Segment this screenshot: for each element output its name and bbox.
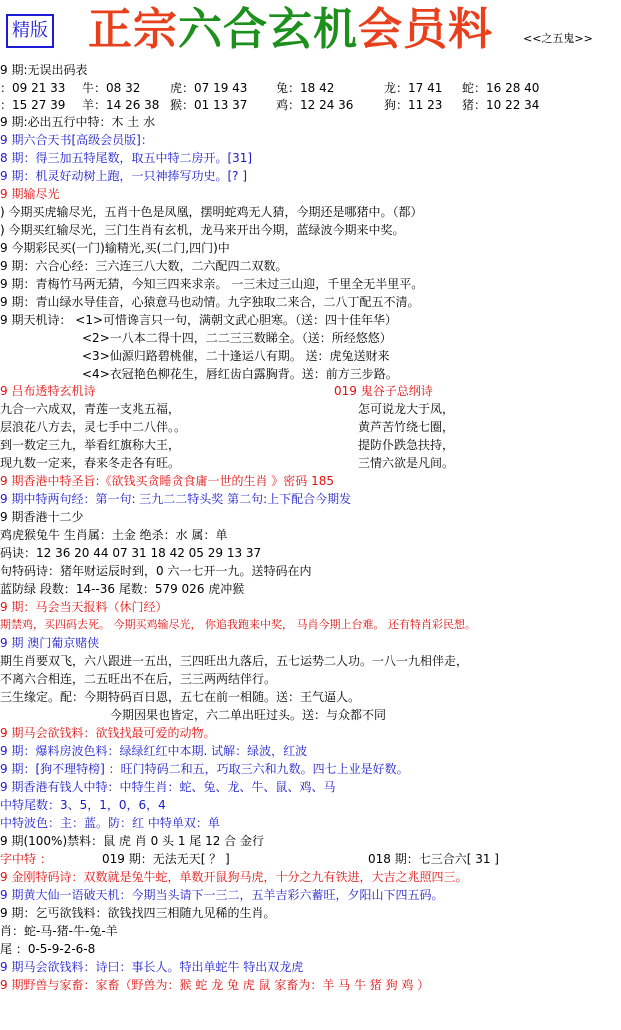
title-char: 机 — [313, 4, 358, 55]
zodiac-cell: 羊：14 26 38 — [82, 98, 160, 112]
text-line: 字中特 ： — [0, 852, 52, 866]
text-line: 层浪花八方去，灵七手中二八伴。。 — [0, 420, 187, 434]
text-line: 9 期：[狗不理特榜] ：旺门特码二和五，巧取三六和九数。四七上业是好数。 — [0, 762, 409, 776]
text-line: 9 期：机灵好动树上跑，一只神捧写功史。[? ] — [0, 169, 247, 183]
section-heading: 9 期马会欲钱料：欲钱找最可爱的动物。 — [0, 726, 216, 740]
text-line: 9 金刚特码诗：双数就是兔牛蛇，单数开鼠狗马虎，十分之九有铁进，大吉之兆照四三。 — [0, 870, 468, 884]
zodiac-cell: 鸡：12 24 36 — [276, 98, 354, 112]
zodiac-cell: 猴：01 13 37 — [170, 98, 248, 112]
section-heading: 9 期香港中特圣旨:《欲钱买贪睡贪食庸一世的生肖 》密码 185 — [0, 474, 335, 488]
section-heading: 9 期：马会当天报料（休门经） — [0, 600, 168, 614]
zodiac-cell: ：09 21 33 — [0, 81, 66, 95]
text-line: 9 期：青梅竹马两无猜，今知三四来求亲。 一三未过三山迎，千里全无半里平。 — [0, 277, 424, 291]
zodiac-cell: 狗：11 23 — [384, 98, 443, 112]
text-line: 今期因果也皆定，六二单出旺过头。送：与众都不同 — [110, 708, 387, 722]
text-line: 9 期：乞丐欲钱料：欲钱找四三相随九见稀的生肖。 — [0, 906, 276, 920]
text-line: 提防仆跌急扶持， — [358, 438, 455, 452]
text-line: 9 期香港有钱人中特：中特生肖：蛇、兔、龙、牛、鼠、鸡、马 — [0, 780, 336, 794]
page-header — [0, 0, 621, 62]
text-line: 蓝防绿 段数：14--36 尾数：579 026 虎冲猴 — [0, 582, 245, 596]
page-tag: <<之五鬼>> — [523, 32, 593, 45]
zodiac-cell: 蛇：16 28 40 — [462, 81, 540, 95]
text-line: <4>衣冠艳色柳花生，唇红齿白露胸背。送：前方三步路。 — [82, 367, 398, 381]
text-line: 9 今期彩民买(一门)输精光,买(二门,四门)中 — [0, 241, 230, 255]
text-line: 9 期：青山绿水导佳音，心猿意马也动情。九字独取二来合，二八丁配五不清。 — [0, 295, 420, 309]
title-char: 员 — [403, 4, 448, 55]
text-line: 三生缘定。配：今期特码百日恩，五七在前一相随。送：王气逼人。 — [0, 690, 361, 704]
text-line: 9 期野兽与家畜：家畜（野兽为：猴 蛇 龙 兔 虎 鼠 家畜为：羊 马 牛 猪 狗 鸡 ） — [0, 978, 430, 992]
zodiac-cell: 兔：18 42 — [276, 81, 335, 95]
text-line: 中特尾数：3、5，1，0，6，4 — [0, 798, 166, 812]
text-line: 黄芦苦竹绕七圈， — [358, 420, 455, 434]
text-line: 怎可说龙大于凤， — [358, 402, 455, 416]
text-line: 到一数定三九，举看红旗称大王， — [0, 438, 181, 452]
text-line: 不离六合相连，二五旺出不在后，三三两两结伴行。 — [0, 672, 277, 686]
page-title — [88, 2, 493, 58]
edition-badge: 精版 — [6, 14, 54, 48]
text-line: <3>仙源归路碧桃催，二十逢运八有期。 送：虎兔送财来 — [82, 349, 390, 363]
title-char: 合 — [223, 4, 268, 55]
text-line: 尾 ：0-5-9-2-6-8 — [0, 942, 96, 956]
text-line: 9 期马会欲钱料：诗曰：事长人。特出单蛇牛 特出双龙虎 — [0, 960, 304, 974]
text-line: 9 期(100%)禁料：鼠 虎 肖 0 头 1 尾 12 合 金行 — [0, 834, 264, 848]
title-char: 料 — [448, 4, 493, 55]
section-heading: 9 期 澳门葡京赌侠 — [0, 636, 100, 650]
zodiac-cell: ：15 27 39 — [0, 98, 66, 112]
text-line: 9 期：六合心经：三六连三八大数，二六配四二双数。 — [0, 259, 288, 273]
text-line: 8 期：得三加五特尾数，取五中特二房开。[31] — [0, 151, 253, 165]
section-heading: 9 期中特两句经：第一句: 三九二二特头奖 第二句:上下配合今期发 — [0, 492, 352, 506]
zodiac-cell: 猪：10 22 34 — [462, 98, 540, 112]
section-heading: 9 吕布透特玄机诗 — [0, 384, 96, 398]
title-char: 会 — [358, 4, 403, 55]
title-char: 正 — [88, 4, 133, 55]
title-char: 宗 — [133, 4, 178, 55]
text-line: 九合一六成双，青莲一支兆五福， — [0, 402, 181, 416]
text-line: 9 期天机诗： <1>可惜谗言只一句，满朝文武心胆寒。（送：四十佳年华） — [0, 313, 398, 327]
text-line: 码诀：12 36 20 44 07 31 18 42 05 29 13 37 — [0, 546, 262, 560]
title-char: 玄 — [268, 4, 313, 55]
text-line: 9 期黄大仙一语破天机：今期当头请下一三二，五羊吉彩六蓄旺，夕阳山下四五码。 — [0, 888, 444, 902]
text-line: 肖：蛇-马-猪-牛-兔-羊 — [0, 924, 118, 938]
text-line: 018 期：七三合六[ 31 ] — [368, 852, 499, 866]
text-line: 期禁鸡，买四码去死。 今期买鸡输尽光， 你追我跑来中奖， 马肖今期上台难。 还有特肖彩民想。 — [0, 618, 476, 631]
text-line: 句特码诗：猪年财运辰时到，0 六一七开一九。送特码在内 — [0, 564, 312, 578]
text-line: 9 期香港十二少 — [0, 510, 84, 524]
zodiac-cell: 虎：07 19 43 — [170, 81, 248, 95]
text-line: 期生肖要双飞，六八跟进一五出，三四旺出九落后，五七运势二人功。一八一九相伴走， — [0, 654, 469, 668]
text-line: 三情六欲是凡间。 — [358, 456, 455, 470]
text-line: ) 今期买红输尽光，三门生肖有玄机，龙马来开出今期，蓝绿波今期来中奖。 — [0, 223, 405, 237]
title-char: 六 — [178, 4, 223, 55]
text-line: 9 期:无误出码表 — [0, 63, 88, 77]
text-line: 9 期：爆料房波色料：绿绿红红中本期. 试解：绿波，红波 — [0, 744, 308, 758]
text-line: <2>一八本二得十四，二二三三数睇全。（送：所经悠悠） — [82, 331, 392, 345]
text-line: 9 期:必出五行中特：木 土 水 — [0, 115, 156, 129]
text-line: 现九数一定来，春来冬走各有旺。 — [0, 456, 181, 470]
section-heading: 019 鬼谷子总纲诗 — [334, 384, 433, 398]
text-line: 019 期：无法无天[ ？ ] — [102, 852, 230, 866]
section-heading: 9 期六合天书[高级会员版]： — [0, 133, 153, 147]
section-heading: 9 期输尽光 — [0, 187, 60, 201]
zodiac-cell: 龙：17 41 — [384, 81, 443, 95]
text-line: 中特波色：主：蓝。防：红 中特单双：单 — [0, 816, 220, 830]
text-line: ) 今期买虎输尽光，五肖十色是凤凰，摆明蛇鸡无人猜，今期还是哪猪中。（都） — [0, 205, 423, 219]
zodiac-cell: 牛：08 32 — [82, 81, 141, 95]
text-line: 鸡虎猴兔牛 生肖属：土金 绝杀：水 属：单 — [0, 528, 228, 542]
